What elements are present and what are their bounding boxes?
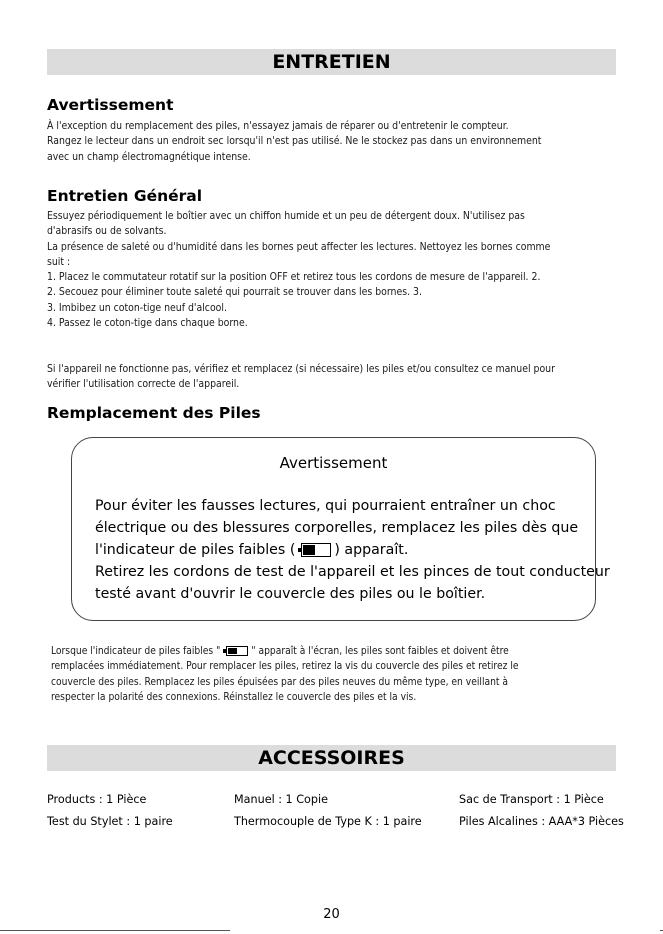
text-line: suit : xyxy=(47,255,71,268)
text-line: Si l'appareil ne fonctionne pas, vérifiez et remplacez (si nécessaire) les piles et/ou consultez ce manuel pour xyxy=(47,363,555,375)
entretien-general-note xyxy=(47,362,647,393)
page-number: 20 xyxy=(323,907,340,922)
entretien-banner: ENTRETIEN xyxy=(47,49,616,75)
footer-rule xyxy=(0,930,230,931)
text-line: Essuyez périodiquement le boîtier avec un chiffon humide et un peu de détergent doux. N'utilisez pas xyxy=(47,210,525,222)
text-segment: ) apparaît. xyxy=(334,542,409,558)
battery-low-icon xyxy=(226,646,248,656)
text-segment: Lorsque l'indicateur de piles faibles " xyxy=(51,646,221,657)
text-line: La présence de saleté ou d'humidité dans les bornes peut affecter les lectures. Nettoyez les bornes comme xyxy=(47,240,551,253)
text-line: 4. Passez le coton-tige dans chaque borne. xyxy=(47,317,248,330)
accessory-item: Test du Stylet : 1 paire xyxy=(47,815,173,828)
remplacement-heading: Remplacement des Piles xyxy=(47,404,261,422)
accessory-item: Manuel : 1 Copie xyxy=(234,793,328,806)
accessory-item: Thermocouple de Type K : 1 paire xyxy=(234,815,422,828)
avertissement-text xyxy=(47,119,647,165)
text-line: couvercle des piles. Remplacez les piles épuisées par des piles neuves du même type, en veillant à xyxy=(51,676,509,688)
text-line: Pour éviter les fausses lectures, qui pourraient entraîner un choc xyxy=(95,498,556,514)
warning-box-body xyxy=(95,495,610,605)
text-line: Rangez le lecteur dans un endroit sec lorsqu'il n'est pas utilisé. Ne le stockez pas dans un environnement xyxy=(47,135,542,148)
remplacement-text xyxy=(51,644,651,705)
accessory-item: Sac de Transport : 1 Pièce xyxy=(459,793,604,806)
text-line xyxy=(95,539,610,561)
accessory-item: Products : 1 Pièce xyxy=(47,793,147,806)
warning-box xyxy=(71,437,610,621)
text-line: respecter la polarité des connexions. Réinstallez le couvercle des piles et la vis. xyxy=(51,691,417,703)
text-segment: l'indicateur de piles faibles ( xyxy=(95,542,296,558)
entretien-general-text xyxy=(47,209,647,331)
battery-low-icon xyxy=(301,543,331,557)
text-line: À l'exception du remplacement des piles, n'essayez jamais de réparer ou d'entretenir le compteur. xyxy=(47,120,509,132)
accessoires-banner: ACCESSOIRES xyxy=(47,745,616,771)
text-line xyxy=(51,644,651,659)
text-line: 2. Secouez pour éliminer toute saleté qui pourrait se trouver dans les bornes. 3. xyxy=(47,286,422,299)
text-line: remplacées immédiatement. Pour remplacer les piles, retirez la vis du couvercle des piles et retirez le xyxy=(51,661,519,673)
warning-box-title: Avertissement xyxy=(279,454,388,472)
text-line: 3. Imbibez un coton-tige neuf d'alcool. xyxy=(47,301,227,314)
text-line: électrique ou des blessures corporelles, remplacez les piles dès que xyxy=(95,520,579,536)
text-line: avec un champ électromagnétique intense. xyxy=(47,150,251,163)
text-line: d'abrasifs ou de solvants. xyxy=(47,225,167,238)
text-line: 1. Placez le commutateur rotatif sur la position OFF et retirez tous les cordons de mesure de l'appareil. 2. xyxy=(47,271,541,284)
avertissement-heading: Avertissement xyxy=(47,96,174,114)
text-line: vérifier l'utilisation correcte de l'appareil. xyxy=(47,378,240,391)
entretien-general-heading: Entretien Général xyxy=(47,187,203,205)
text-line: testé avant d'ouvrir le couvercle des piles ou le boîtier. xyxy=(95,586,486,602)
text-segment: " apparaît à l'écran, les piles sont faibles et doivent être xyxy=(251,646,509,657)
text-line: Retirez les cordons de test de l'appareil et les pinces de tout conducteur xyxy=(95,564,610,580)
accessory-item: Piles Alcalines : AAA*3 Pièces xyxy=(459,815,624,828)
